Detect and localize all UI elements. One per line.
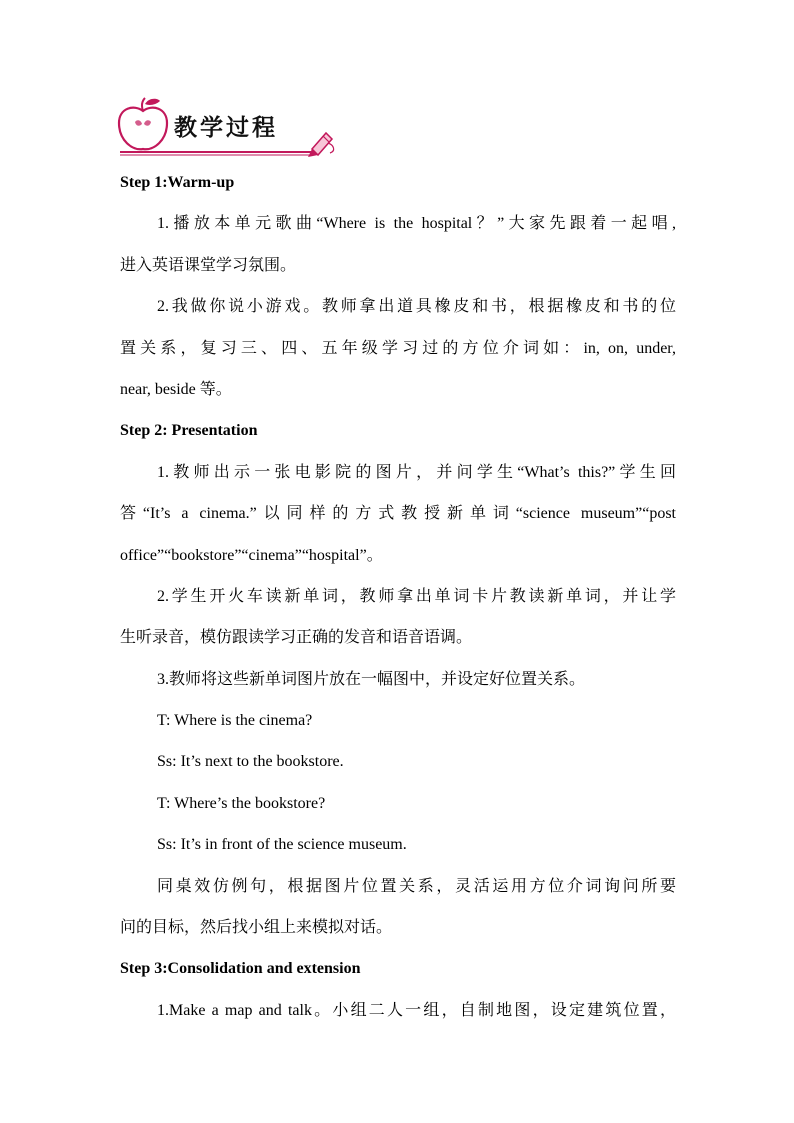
step1-paragraph2-line1: 2.我做你说小游戏。教师拿出道具橡皮和书，根据橡皮和书的位 xyxy=(157,298,676,316)
dialogue-line: T: Where’s the bookstore? xyxy=(157,794,326,812)
step2-paragraph1-line1: 1.教师出示一张电影院的图片，并问学生“What’s this?”学生回 xyxy=(157,463,676,481)
dialogue-line: T: Where is the cinema? xyxy=(157,712,313,730)
apple-icon xyxy=(119,98,167,149)
step1-paragraph1-line2: 进入英语课堂学习氛围。 xyxy=(120,256,297,274)
step2-paragraph2-line1: 2.学生开火车读新单词，教师拿出单词卡片教读新单词，并让学 xyxy=(157,587,676,605)
banner-title: 教学过程 xyxy=(174,115,278,141)
step2-heading: Step 2: Presentation xyxy=(120,422,258,440)
step3-heading: Step 3:Consolidation and extension xyxy=(120,960,361,978)
step1-paragraph1-line1: 1.播放本单元歌曲“Where is the hospital？”大家先跟着一起唱, xyxy=(157,215,676,233)
step2-paragraph2-line2: 生听录音，模仿跟读学习正确的发音和语音语调。 xyxy=(120,629,473,647)
step2-paragraph4-line1: 同桌效仿例句，根据图片位置关系，灵活运用方位介词询问所要 xyxy=(157,877,676,895)
lesson-body xyxy=(120,162,676,1031)
step2-paragraph1-line3: office”“bookstore”“cinema”“hospital”。 xyxy=(120,546,383,564)
dialogue-line: Ss: It’s in front of the science museum. xyxy=(157,836,407,854)
dialogue-line: Ss: It’s next to the bookstore. xyxy=(157,753,344,771)
section-banner xyxy=(116,95,340,159)
step1-heading: Step 1:Warm-up xyxy=(120,174,235,191)
step3-paragraph1-line1: 1.Make a map and talk。小组二人一组，自制地图，设定建筑位置， xyxy=(157,1001,676,1019)
step1-paragraph2-line2: 置关系，复习三、四、五年级学习过的方位介词如：in, on, under, xyxy=(120,339,676,357)
step2-paragraph1-line2: 答“It’s a cinema.”以同样的方式教授新单词“science museum”“post xyxy=(120,505,676,523)
step1-paragraph2-line3: near, beside 等。 xyxy=(120,380,232,398)
step2-paragraph4-line2: 问的目标，然后找小组上来模拟对话。 xyxy=(120,919,393,937)
step2-paragraph3-line1: 3.教师将这些新单词图片放在一幅图中，并设定好位置关系。 xyxy=(157,670,586,688)
pencil-icon xyxy=(308,133,334,157)
